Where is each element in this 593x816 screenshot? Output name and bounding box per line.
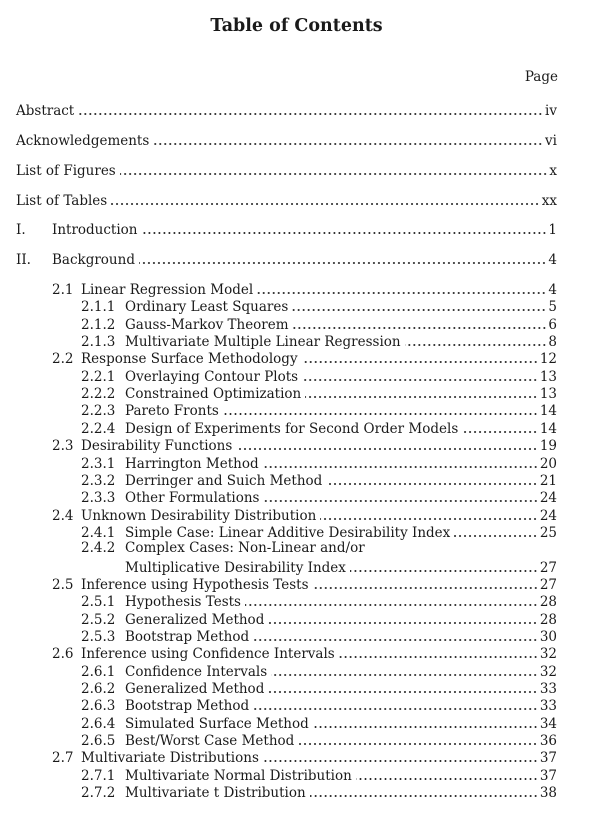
toc-entry-number: 2.4 (52, 507, 74, 524)
toc-entry[interactable] (81, 662, 557, 680)
toc-entry-page-number: 32 (539, 663, 557, 680)
dot-leader (326, 482, 538, 486)
dot-leader (139, 261, 546, 265)
page-column-label: Page (524, 69, 558, 85)
toc-entry-number: 2.3.2 (81, 472, 116, 489)
toc-entry-label: Bootstrap Method (125, 698, 250, 715)
dot-leader (292, 308, 546, 312)
dot-leader (142, 231, 547, 235)
toc-entry[interactable] (81, 696, 557, 714)
toc-entry-page-number: 8 (548, 334, 557, 351)
toc-entry-label: Derringer and Suich Method (125, 472, 323, 489)
toc-entry[interactable] (81, 627, 557, 645)
toc-entry-label: Simple Case: Linear Additive Desirability Index (125, 524, 451, 541)
toc-entry-number: 2.2.3 (81, 403, 116, 420)
toc-entry-label: Inference using Confidence Intervals (81, 646, 335, 663)
toc-entry-label: List of Figures (16, 163, 116, 179)
toc-entry-label: Multivariate Distributions (81, 750, 259, 767)
toc-entry-page-number: 19 (539, 438, 557, 455)
dot-leader (298, 742, 538, 746)
toc-entry-page-number: 37 (539, 767, 557, 784)
dot-leader (268, 621, 537, 625)
dot-leader (293, 326, 547, 330)
toc-entry[interactable] (81, 401, 557, 419)
dot-leader (339, 655, 538, 659)
toc-entry[interactable] (81, 488, 557, 506)
toc-entry[interactable] (81, 592, 557, 610)
toc-entry-label: Best/Worst Case Method (125, 733, 295, 750)
toc-entry[interactable] (52, 748, 557, 766)
toc-entry-label: Gauss-Markov Theorem (125, 316, 289, 333)
dot-leader (462, 430, 538, 434)
toc-entry-page-number: 13 (539, 368, 557, 385)
toc-entry[interactable] (81, 419, 557, 437)
toc-entry-number: 2.6.2 (81, 681, 116, 698)
toc-entry-label: Design of Experiments for Second Order Models (125, 420, 459, 437)
toc-entry[interactable] (81, 297, 557, 315)
toc-entry-page-number: 34 (539, 715, 557, 732)
dot-leader (356, 777, 538, 781)
toc-entry-label: Introduction (52, 222, 138, 238)
toc-entry[interactable] (81, 315, 557, 333)
toc-entry-number: 2.6.5 (81, 733, 116, 750)
toc-entry-page-number: 24 (539, 507, 557, 524)
dot-leader (120, 172, 548, 176)
toc-entry[interactable] (81, 540, 365, 558)
toc-entry-continuation[interactable] (125, 558, 557, 576)
toc-entry[interactable] (81, 731, 557, 749)
toc-entry[interactable] (52, 506, 557, 524)
dot-leader (245, 603, 538, 607)
toc-entry-label: Constrained Optimization (125, 386, 302, 403)
toc-entry-page-number: 14 (539, 420, 557, 437)
toc-entry[interactable] (52, 349, 557, 367)
toc-entry-page-number: 25 (539, 524, 557, 541)
toc-entry-number: 2.1 (52, 282, 74, 298)
dot-leader (223, 412, 538, 416)
toc-entry-page-number: 28 (539, 611, 557, 628)
toc-entry-label: Abstract (16, 103, 75, 119)
toc-entry-label: List of Tables (16, 193, 108, 209)
toc-entry-number: 2.5 (52, 576, 74, 593)
toc-entry[interactable] (81, 679, 557, 697)
toc-entry-number: 2.7 (52, 750, 74, 767)
toc-entry-number: I. (16, 222, 26, 238)
toc-entry-number: 2.5.3 (81, 629, 116, 645)
toc-entry-number: 2.6.3 (81, 698, 116, 715)
dot-leader (253, 638, 538, 642)
toc-entry-number: 2.6 (52, 646, 74, 663)
toc-entry-page-number: 13 (539, 386, 557, 403)
toc-entry-number: 2.2.2 (81, 386, 116, 403)
toc-entry-page-number: 30 (539, 629, 557, 645)
toc-entry-label: Other Formulations (125, 490, 260, 507)
toc-entry-page-number: 32 (539, 646, 557, 663)
toc-entry-page-number: iv (545, 103, 557, 119)
toc-entry-number: 2.6.1 (81, 663, 116, 680)
toc-entry[interactable] (81, 384, 557, 402)
toc-entry-number: 2.5.1 (81, 594, 116, 611)
toc-entry[interactable] (81, 367, 557, 385)
toc-entry[interactable] (81, 332, 557, 350)
toc-entry-number: II. (16, 252, 31, 268)
toc-entry-label: Desirability Functions (81, 438, 233, 455)
dot-leader (236, 447, 538, 451)
toc-entry-number: 2.3.3 (81, 490, 116, 507)
toc-entry[interactable] (52, 575, 557, 593)
toc-entry-page-number: 4 (548, 282, 557, 298)
toc-entry-label: Multiplicative Desirability Index (125, 559, 346, 576)
toc-entry-label: Generalized Method (125, 611, 265, 628)
dot-leader (310, 794, 538, 798)
toc-entry-label: Overlaying Contour Plots (125, 368, 299, 385)
toc-entry-page-number: 28 (539, 594, 557, 611)
toc-entry[interactable] (16, 220, 557, 238)
toc-entry-page-number: 38 (539, 785, 557, 802)
toc-entry-number: 2.6.4 (81, 715, 116, 732)
toc-entry-label: Generalized Method (125, 681, 265, 698)
dot-leader (313, 586, 538, 590)
dot-leader (313, 725, 538, 729)
page-title: Table of Contents (210, 16, 383, 36)
toc-entry-label: Bootstrap Method (125, 629, 250, 645)
toc-entry-label: Inference using Hypothesis Tests (81, 576, 309, 593)
toc-entry[interactable] (16, 250, 557, 268)
toc-entry-page-number: 27 (539, 576, 557, 593)
dot-leader (454, 534, 538, 538)
toc-entry-label: Multivariate Normal Distribution (125, 767, 352, 784)
toc-entry-page-number: 1 (548, 222, 557, 238)
toc-entry-number: 2.2.1 (81, 368, 116, 385)
toc-entry-label: Pareto Fronts (125, 403, 219, 420)
toc-entry-label: Multivariate Multiple Linear Regression (125, 334, 401, 351)
dot-leader (302, 360, 538, 364)
toc-entry-label: Ordinary Least Squares (125, 299, 289, 316)
toc-entry[interactable] (16, 131, 557, 149)
dot-leader (302, 378, 538, 382)
dot-leader (320, 517, 538, 521)
toc-entry[interactable] (52, 280, 557, 298)
dot-leader (264, 499, 538, 503)
toc-entry-label: Acknowledgements (16, 133, 150, 149)
toc-entry-page-number: 36 (539, 733, 557, 750)
toc-entry[interactable] (81, 523, 557, 541)
dot-leader (263, 759, 538, 763)
toc-entry-number: 2.1.1 (81, 299, 116, 316)
toc-entry-page-number: 33 (539, 681, 557, 698)
toc-entry-number: 2.3 (52, 438, 74, 455)
toc-entry-page-number: 6 (548, 316, 557, 333)
toc-entry-page-number: 37 (539, 750, 557, 767)
dot-leader (111, 202, 540, 206)
toc-entry-page-number: 33 (539, 698, 557, 715)
toc-entry-page-number: 5 (548, 299, 557, 316)
toc-entry[interactable] (16, 101, 557, 119)
dot-leader (253, 707, 538, 711)
toc-entry-number: 2.3.1 (81, 455, 116, 472)
toc-entry[interactable] (81, 454, 557, 472)
toc-entry-page-number: 12 (539, 351, 557, 368)
toc-entry-label: Multivariate t Distribution (125, 785, 306, 802)
toc-entry-number: 2.4.2 (81, 540, 116, 557)
dot-leader (350, 569, 538, 573)
toc-entry-label: Hypothesis Tests (125, 594, 241, 611)
dot-leader (271, 673, 538, 677)
toc-entry-page-number: xx (541, 193, 557, 209)
toc-entry-label: Harrington Method (125, 455, 259, 472)
dot-leader (257, 291, 546, 295)
toc-entry-label: Simulated Surface Method (125, 715, 309, 732)
toc-entry[interactable] (81, 714, 557, 732)
toc-entry-page-number: x (549, 163, 557, 179)
toc-entry-page-number: vi (545, 133, 557, 149)
toc-entry-label: Background (52, 252, 135, 268)
toc-entry[interactable] (52, 644, 557, 662)
toc-entry-label: Complex Cases: Non-Linear and/or (125, 540, 365, 557)
toc-entry-page-number: 21 (539, 472, 557, 489)
toc-entry[interactable] (81, 610, 557, 628)
dot-leader (305, 395, 538, 399)
toc-entry[interactable] (16, 161, 557, 179)
toc-entry-number: 2.5.2 (81, 611, 116, 628)
toc-entry-number: 2.2 (52, 351, 74, 368)
dot-leader (153, 142, 543, 146)
toc-entry-number: 2.2.4 (81, 420, 116, 437)
toc-entry[interactable] (81, 471, 557, 489)
toc-entry-page-number: 14 (539, 403, 557, 420)
toc-entry[interactable] (81, 766, 557, 784)
toc-entry[interactable] (16, 191, 557, 209)
toc-entry[interactable] (52, 436, 557, 454)
toc-entry-number: 2.7.2 (81, 785, 116, 802)
toc-entry-label: Response Surface Methodology (81, 351, 298, 368)
toc-entry-number: 2.4.1 (81, 524, 116, 541)
toc-entry-number: 2.7.1 (81, 767, 116, 784)
toc-entry-page-number: 20 (539, 455, 557, 472)
toc-entry-label: Confidence Intervals (125, 663, 268, 680)
toc-entry-page-number: 4 (548, 252, 557, 268)
toc-entry-label: Linear Regression Model (81, 282, 254, 298)
dot-leader (405, 343, 547, 347)
dot-leader (268, 690, 537, 694)
dot-leader (78, 112, 543, 116)
toc-entry-number: 2.1.2 (81, 316, 116, 333)
toc-entry-label: Unknown Desirability Distribution (81, 507, 317, 524)
toc-entry-number: 2.1.3 (81, 334, 116, 351)
toc-entry-page-number: 24 (539, 490, 557, 507)
toc-entry-page-number: 27 (539, 559, 557, 576)
toc-entry[interactable] (81, 783, 557, 801)
dot-leader (263, 465, 538, 469)
